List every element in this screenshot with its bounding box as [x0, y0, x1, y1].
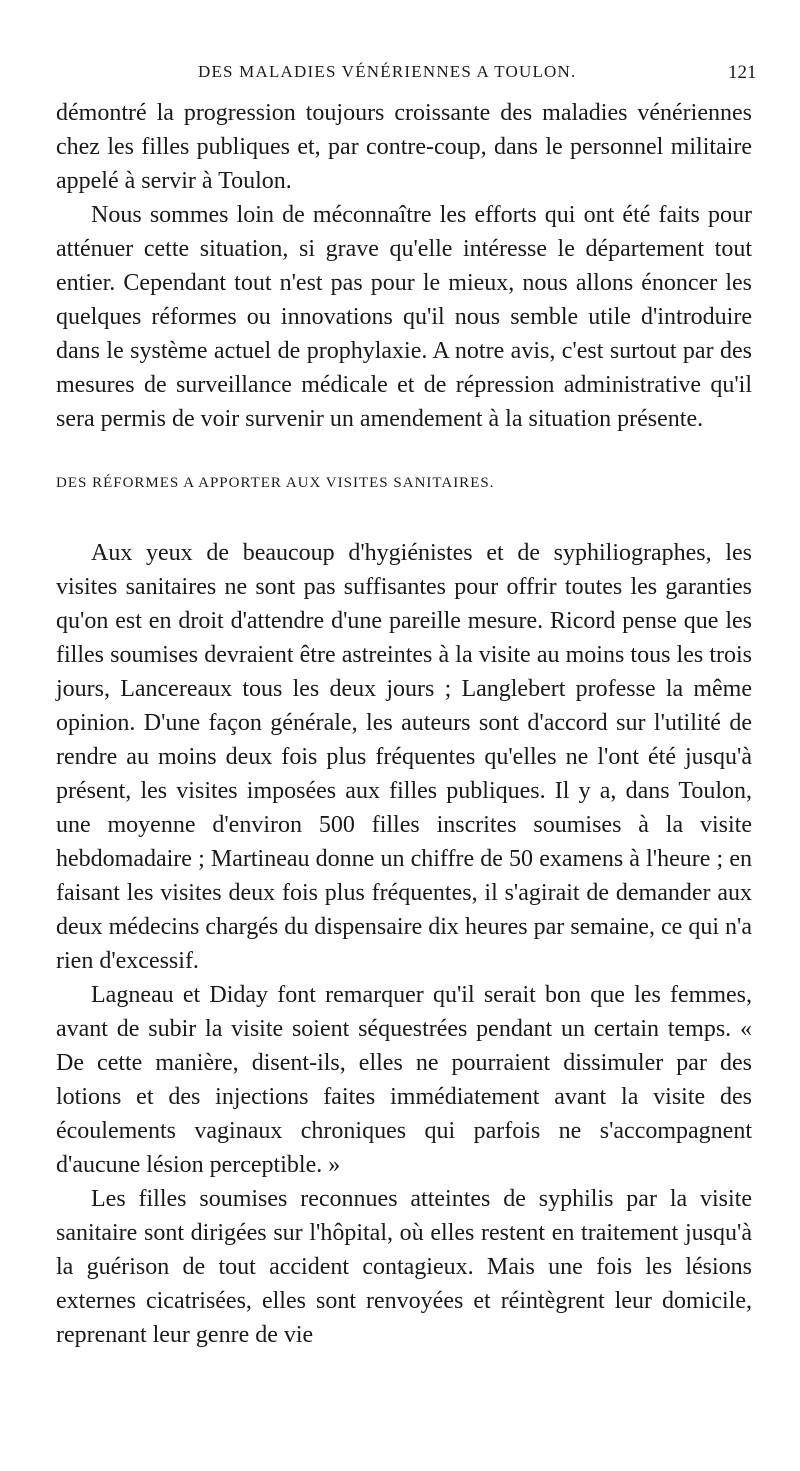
page-number: 121	[728, 62, 757, 83]
running-title: DES MALADIES VÉNÉRIENNES A TOULON.	[198, 62, 577, 81]
paragraph: Aux yeux de beaucoup d'hygiénistes et de syphiliographes, les visites sanitaires ne sont pas suffisantes pour offrir toutes les garanties qu'on est en droit d'attendre d'une pareille mesure. Ricord pense que les filles soumises devraient être astreintes à la visite au moins tous les trois jours, Lancereaux tous les deux jours ; Langlebert professe la même opinion. D'une façon générale, les auteurs sont d'accord sur l'utilité de rendre au moins deux fois plus fréquentes qu'elles ne l'ont été jusqu'à présent, les visites imposées aux filles publiques. Il y a, dans Toulon, une moyenne d'environ 500 filles inscrites soumises à la visite hebdomadaire ; Martineau donne un chiffre de 50 examens à l'heure ; en faisant les visites deux fois plus fréquentes, il s'agirait de demander aux deux médecins chargés du dispensaire dix heures par semaine, ce qui n'a rien d'excessif.	[56, 540, 752, 974]
section-heading: DES RÉFORMES A APPORTER AUX VISITES SANITAIRES.	[56, 475, 495, 491]
body-text	[56, 96, 752, 1352]
paragraph: Les filles soumises reconnues atteintes de syphilis par la visite sanitaire sont dirigées sur l'hôpital, où elles restent en traitement jusqu'à la guérison de tout accident contagieux. Mais une fois les lésions externes cicatrisées, elles sont renvoyées et réintègrent leur domicile, reprenant leur genre de vie	[56, 1186, 752, 1348]
paragraph: Nous sommes loin de méconnaître les efforts qui ont été faits pour atténuer cette situation, si grave qu'elle intéresse le département tout entier. Cependant tout n'est pas pour le mieux, nous allons énoncer les quelques réformes ou innovations qu'il nous semble utile d'introduire dans le système actuel de prophylaxie. A notre avis, c'est surtout par des mesures de surveillance médicale et de répression administrative qu'il sera permis de voir survenir un amendement à la situation présente.	[56, 202, 752, 432]
paragraph: Lagneau et Diday font remarquer qu'il serait bon que les femmes, avant de subir la visite soient séquestrées pendant un certain temps. « De cette manière, disent-ils, elles ne pourraient dissimuler par des lotions et des injections faites immédiatement avant la visite des écoulements vaginaux chroniques qui parfois ne s'accompagnent d'aucune lésion perceptible. »	[56, 982, 752, 1178]
paragraph: démontré la progression toujours croissante des maladies vénériennes chez les filles publiques et, par contre-coup, dans le personnel militaire appelé à servir à Toulon.	[56, 100, 752, 194]
running-head	[0, 62, 800, 90]
